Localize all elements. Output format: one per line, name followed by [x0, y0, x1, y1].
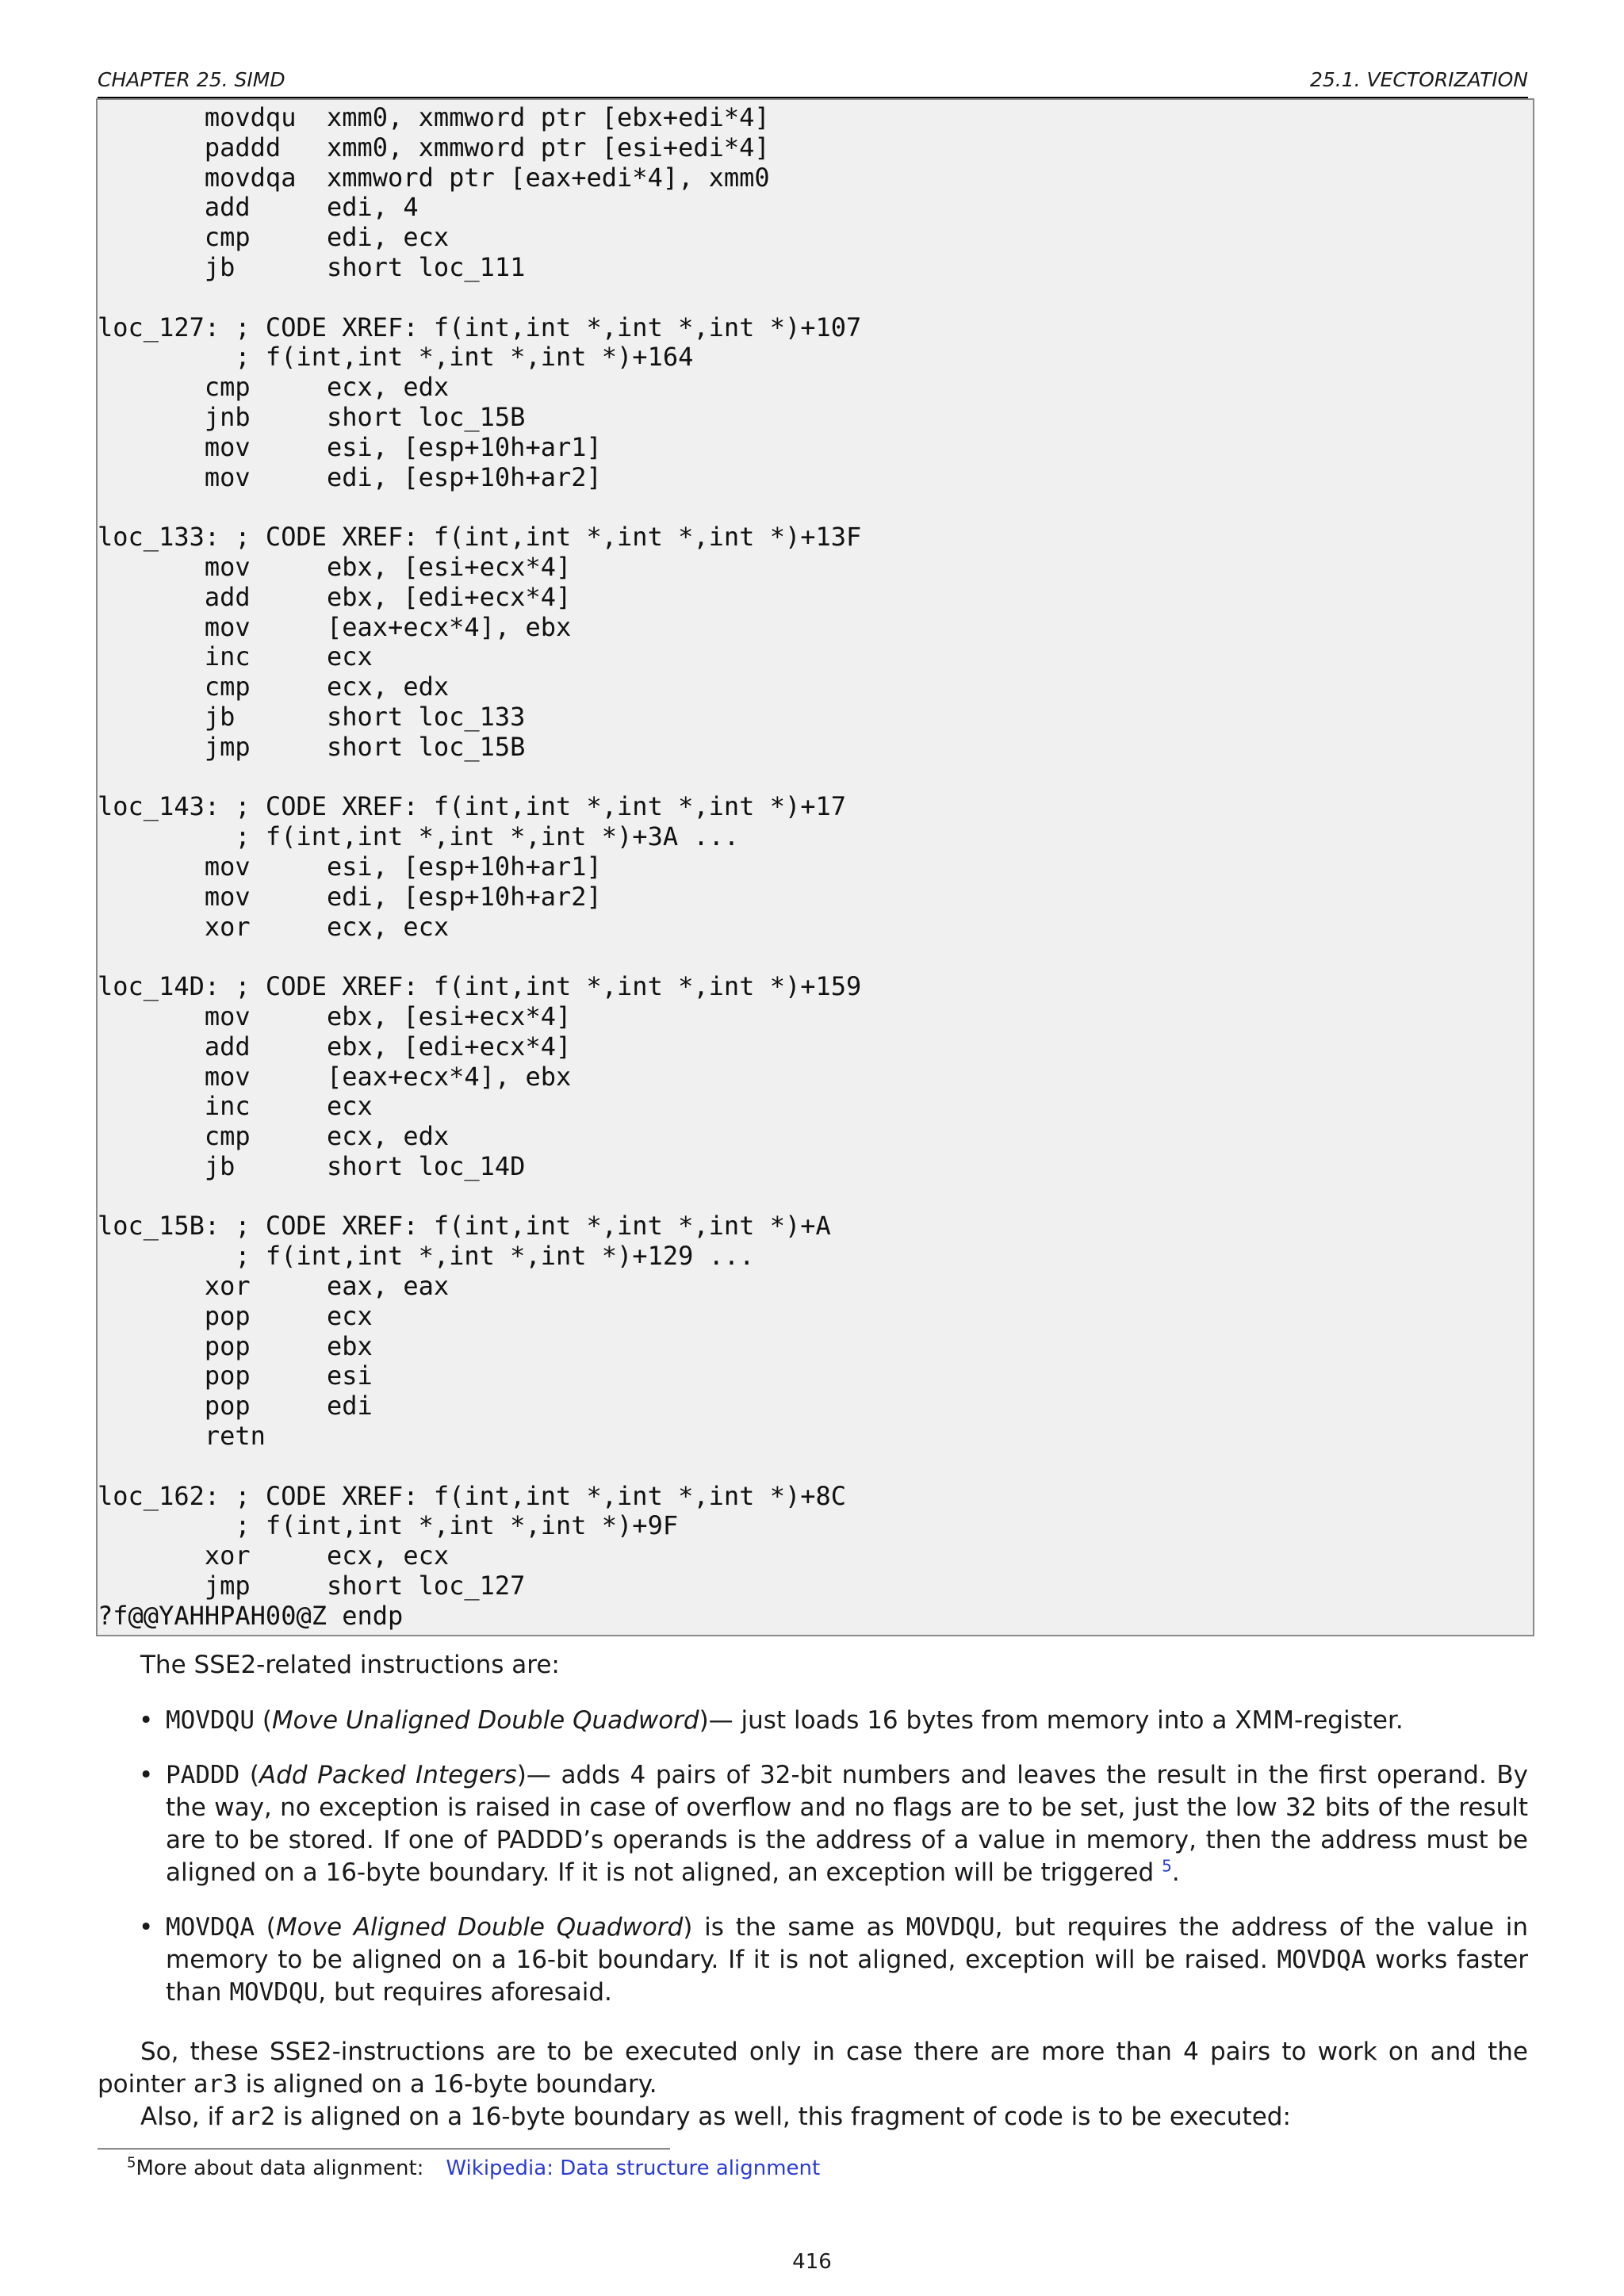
paragraph-text: is aligned on a 16-byte boundary.: [245, 2070, 657, 2099]
code-line: xor eax, eax: [98, 1271, 450, 1302]
chapter-title: CHAPTER 25. SIMD: [98, 68, 285, 91]
code-line: pop edi: [98, 1391, 373, 1422]
code-line: pop esi: [98, 1360, 373, 1391]
code-line: mov esi, [esp+10h+ar1]: [98, 431, 602, 462]
code-line: mov ebx, [esi+ecx*4]: [98, 1001, 572, 1031]
code-line: [98, 492, 1533, 522]
instruction-description-a: is the same as: [704, 1913, 894, 1942]
footnote-number: 5: [127, 2154, 136, 2172]
bullet-icon: •: [139, 1761, 154, 1789]
code-line: [98, 763, 1533, 793]
code-line: mov edi, [esp+10h+ar2]: [98, 881, 602, 912]
code-line: ; f(int,int *,int *,int *)+129 ...: [98, 1241, 755, 1272]
instruction-term-3: MOVDQA: [1277, 1946, 1366, 1974]
inline-code-ar3: ar3: [193, 2070, 238, 2099]
code-line: [98, 1182, 1533, 1212]
code-line: xor ecx, ecx: [98, 1540, 450, 1571]
code-line: movdqa xmmword ptr [eax+edi*4], xmm0: [98, 162, 770, 193]
section-title: 25.1. VECTORIZATION: [1309, 68, 1528, 91]
code-line: pop ecx: [98, 1300, 373, 1331]
instruction-term: PADDD: [166, 1761, 240, 1789]
code-line: loc_133: ; CODE XREF: f(int,int *,int *,int *)+13F: [98, 522, 862, 553]
instruction-term-4: MOVDQU: [229, 1978, 319, 2007]
code-line: jnb short loc_15B: [98, 401, 526, 432]
code-line: inc ecx: [98, 1091, 373, 1122]
code-listing: [96, 98, 1534, 1636]
code-line: loc_14D: ; CODE XREF: f(int,int *,int *,int *)+159: [98, 971, 862, 1002]
code-line: [98, 1452, 1533, 1482]
instruction-description: adds 4 pairs of 32-bit numbers and leaves the result in the first operand. By the way, no exception is raised in case of overflow and no flags are to be set, just the low 32 bits of the result are to be stored. If one of PADDD’s operands is the address of a value in memory, then the address must be aligned on a 16-byte boundary. If it is not aligned, an exception will be triggered: [166, 1761, 1529, 1887]
instruction-description-c: works faster than: [166, 1946, 1529, 2007]
list-item-movdqa: • MOVDQA (Move Aligned Double Quadword) is the same as MOVDQU, but requires the address of the value in memory to be aligned on a 16-bit boundary. If it is not aligned, exception will be raised. MOVDQA works faster than MOVDQU, but requires aforesaid.: [139, 1913, 1529, 2007]
code-line: loc_143: ; CODE XREF: f(int,int *,int *,int *)+17: [98, 791, 847, 822]
code-line: mov ebx, [esi+ecx*4]: [98, 551, 572, 582]
code-line: cmp ecx, edx: [98, 1121, 450, 1152]
paragraph-so: [98, 2036, 1528, 2101]
code-line: loc_127: ; CODE XREF: f(int,int *,int *,int *)+107: [98, 312, 862, 342]
instruction-term-2: MOVDQU: [906, 1913, 995, 1942]
code-line: cmp ecx, edx: [98, 372, 450, 403]
instruction-name: Move Aligned Double Quadword: [275, 1913, 684, 1942]
code-line: paddd xmm0, xmmword ptr [esi+edi*4]: [98, 132, 770, 163]
code-line: ; f(int,int *,int *,int *)+3A ...: [98, 821, 740, 852]
footnote-text: More about data alignment:: [136, 2156, 424, 2180]
code-line: [98, 283, 1533, 313]
page-number: 416: [792, 2250, 832, 2274]
list-item-movdqu: • MOVDQU (Move Unaligned Double Quadword)— just loads 16 bytes from memory into a XMM-register.: [98, 1705, 1528, 1737]
paragraph-text: Also, if: [140, 2103, 224, 2131]
code-line: jb short loc_133: [98, 701, 526, 732]
code-line: [98, 942, 1533, 972]
footnote: [127, 2155, 820, 2182]
code-line: jb short loc_14D: [98, 1150, 526, 1181]
code-line: add ebx, [edi+ecx*4]: [98, 1031, 572, 1062]
page-header: [98, 68, 1528, 98]
instruction-term: MOVDQU: [166, 1706, 255, 1735]
instruction-description-d: , but requires aforesaid.: [318, 1978, 612, 2007]
code-line: inc ecx: [98, 641, 373, 672]
code-line: mov edi, [esp+10h+ar2]: [98, 461, 602, 492]
paragraph-text: is aligned on a 16-byte boundary as well, this fragment of code is to be executed:: [282, 2103, 1291, 2131]
instruction-term: MOVDQA: [166, 1913, 255, 1942]
code-line: xor ecx, ecx: [98, 911, 450, 942]
code-line: add edi, 4: [98, 192, 419, 223]
instruction-list: [98, 1705, 1528, 2031]
instruction-description-b: , but requires the address of the value in memory to be aligned on a 16-bit boundary. If it is not aligned, exception will be raised.: [166, 1913, 1529, 1974]
code-line: cmp edi, ecx: [98, 222, 450, 253]
list-item-paddd: • PADDD (Add Packed Integers)— adds 4 pairs of 32-bit numbers and leaves the result in the first operand. By the way, no exception is raised in case of overflow and no flags are to be set, just the low 32 bits of the result are to be stored. If one of PADDD’s operands is the address of a value in memory, then the address must be aligned on a 16-byte boundary. If it is not aligned, an exception will be triggered $^5$.: [139, 1761, 1529, 1887]
code-line: movdqu xmm0, xmmword ptr [ebx+edi*4]: [98, 102, 770, 132]
code-line: retn: [98, 1421, 266, 1452]
code-line: add ebx, [edi+ecx*4]: [98, 581, 572, 612]
code-line: cmp ecx, edx: [98, 672, 450, 702]
code-line: jmp short loc_127: [98, 1571, 526, 1601]
footnote-link[interactable]: Wikipedia: Data structure alignment: [446, 2156, 821, 2180]
code-block: [98, 103, 1533, 1632]
code-line: ; f(int,int *,int *,int *)+9F: [98, 1510, 679, 1541]
inline-code-ar2: ar2: [231, 2103, 276, 2131]
intro-paragraph: The SSE2-related instructions are:: [140, 1651, 560, 1679]
code-line: mov esi, [esp+10h+ar1]: [98, 851, 602, 882]
code-line: jmp short loc_15B: [98, 731, 526, 762]
code-line: loc_15B: ; CODE XREF: f(int,int *,int *,int *)+A: [98, 1211, 831, 1242]
instruction-name: Add Packed Integers: [259, 1761, 517, 1789]
code-line: mov [eax+ecx*4], ebx: [98, 611, 572, 642]
code-line: pop ebx: [98, 1330, 373, 1361]
code-line: ?f@@YAHHPAH00@Z endp: [98, 1600, 404, 1631]
footnote-ref[interactable]: 5: [1162, 1856, 1172, 1876]
instruction-description: just loads 16 bytes from memory into a XMM-register.: [741, 1706, 1404, 1735]
instruction-name: Move Unaligned Double Quadword: [271, 1706, 699, 1735]
code-line: loc_162: ; CODE XREF: f(int,int *,int *,int *)+8C: [98, 1480, 847, 1511]
code-line: jb short loc_111: [98, 251, 526, 282]
paragraph-also: [98, 2101, 1528, 2133]
code-line: mov [eax+ecx*4], ebx: [98, 1061, 572, 1092]
bullet-icon: •: [139, 1706, 154, 1735]
code-line: ; f(int,int *,int *,int *)+164: [98, 342, 694, 373]
paragraph-text: So, these SSE2-instructions are to be executed only in case there are more than 4 pairs to work on and the pointer: [98, 2038, 1528, 2099]
bullet-icon: •: [139, 1913, 154, 1942]
